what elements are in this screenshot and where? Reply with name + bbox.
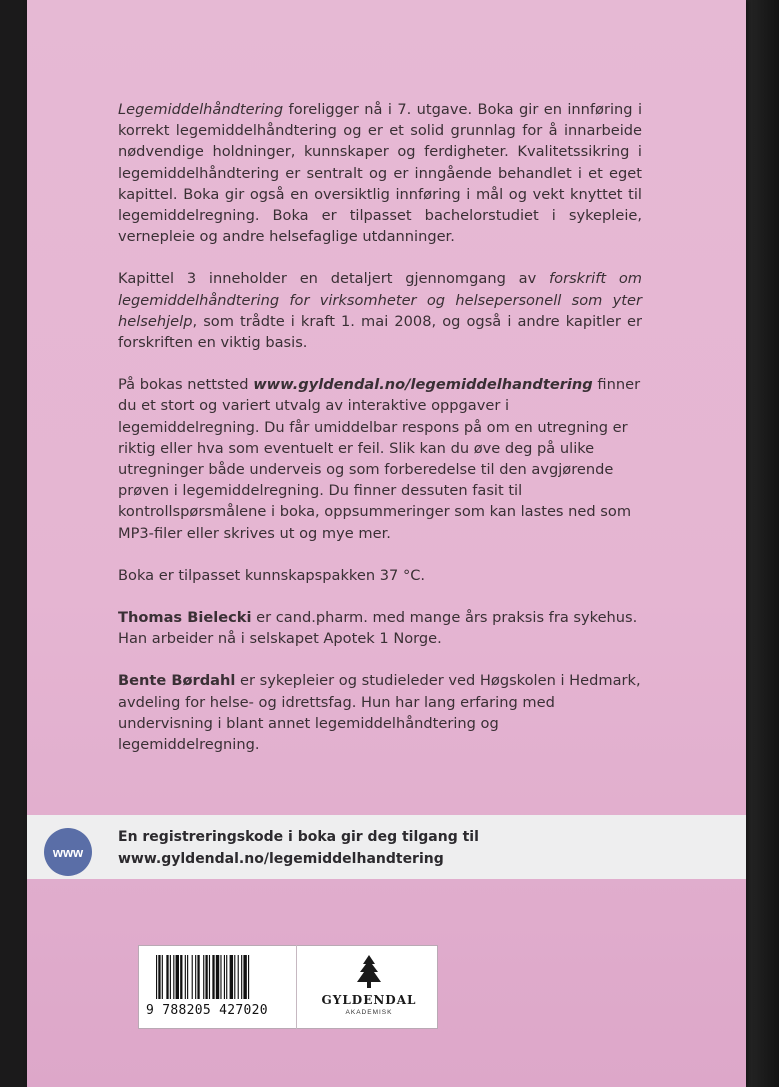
author-text-1: er cand.pharm. med mange års praksis fra sykehus. Han arbeider nå i selskapet Apotek 1 Norge. — [118, 609, 638, 648]
author-text-2: er sykepleier og studieleder ved Høgskolen i Hedmark, avdeling for helse- og idrettsfag. Hun har lang erfaring med undervisning i blant annet legemiddelhåndtering og legemiddelregning. — [118, 672, 641, 754]
author-bio-1 — [118, 607, 642, 649]
web-notice-text — [118, 826, 678, 870]
blurb-text-2a: Kapittel 3 inneholder en detaljert gjennomgang av — [118, 270, 550, 288]
panel-divider — [296, 945, 297, 1029]
isbn-barcode — [146, 955, 292, 1019]
isbn-number: 9 788205 427020 — [146, 1003, 268, 1018]
blurb-paragraph-4: Boka er tilpasset kunnskapspakken 37 °C. — [118, 566, 426, 584]
blurb-text-3b: finner du et stort og variert utvalg av interaktive oppgaver i legemiddelregning. Du får umiddelbar respons på om en utregning er riktig eller hva som eventuelt er feil. Slik kan du øve deg på ulike utregninger både underveis og som forberedelse til den avgjørende prøven i legemiddelregning. Du finner dessuten fasit til kontrollspørsmålene i boka, oppsummeringer som kan lastes ned som MP3-filer eller skrives ut og mye mer. — [118, 376, 641, 542]
publisher-logo — [302, 955, 436, 1025]
fir-tree-icon — [356, 955, 382, 989]
book-title: Legemiddelhåndtering — [118, 101, 284, 118]
regulation-title: forskrift om legemiddelhåndtering for virksomheter og helsepersonell som yter helsehjelp — [118, 270, 642, 330]
author-name-2: Bente Børdahl — [118, 672, 236, 690]
www-badge-icon: www — [44, 828, 92, 876]
publisher-name: GYLDENDAL — [321, 993, 417, 1007]
web-notice-line-1: En registreringskode i boka gir deg tilgang til — [118, 829, 479, 845]
author-name-1: Thomas Bielecki — [118, 609, 252, 627]
web-notice-url: www.gyldendal.no/legemiddelhandtering — [118, 851, 444, 867]
blurb-text-3a: På bokas nettsted — [118, 376, 254, 394]
blurb-text-2b: , som trådte i kraft 1. mai 2008, og også i andre kapitler er forskriften en viktig basis. — [118, 312, 642, 352]
blurb-paragraph-2 — [118, 268, 642, 353]
publisher-subtitle: AKADEMISK — [345, 1009, 393, 1016]
cover-blurb — [118, 99, 642, 776]
blurb-paragraph-3 — [118, 374, 642, 544]
blurb-paragraph-1 — [118, 99, 642, 247]
website-url: www.gyldendal.no/legemiddelhandtering — [253, 376, 593, 394]
author-bio-2 — [118, 670, 642, 755]
barcode-bars-icon — [146, 955, 292, 1001]
blurb-text-1: foreligger nå i 7. utgave. Boka gir en innføring i korrekt legemiddelhåndtering og er et solid grunnlag for å innarbeide nødvendige holdninger, kunnskaper og ferdigheter. Kvalitetssikring i legemiddelhåndtering er sentralt og er inngående behandlet i et eget kapittel. Boka gir også en oversiktlig innføring i mål og vekt knyttet til legemiddelregning. Boka er tilpasset bachelorstudiet i sykepleie, vernepleie og andre helsefaglige utdanninger. — [118, 101, 642, 246]
